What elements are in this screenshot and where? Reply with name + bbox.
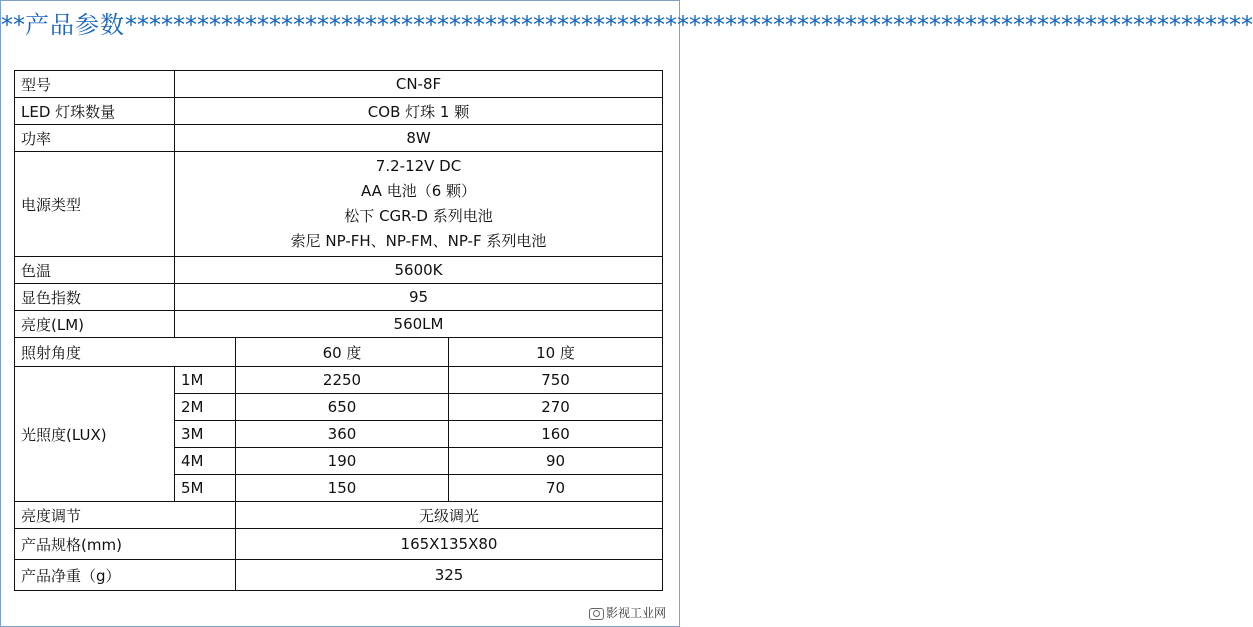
model-label: 型号 [15,71,175,98]
camera-icon [589,608,604,620]
size-value: 165X135X80 [236,529,663,560]
illuminance-value-b: 70 [449,475,663,502]
weight-label: 产品净重（g） [15,560,236,591]
led-value: COB 灯珠 1 颗 [175,98,663,125]
power-source-label: 电源类型 [15,152,175,257]
power-source-value: AA 电池（6 颗） [360,182,477,200]
table-row-illuminance [15,367,663,394]
power-source-value: 索尼 NP-FH、NP-FM、NP-F 系列电池 [290,232,547,250]
illuminance-value-b: 160 [449,421,663,448]
watermark-text: 影视工业网 [605,606,666,620]
header-stars-left: ** [1,11,25,39]
illuminance-distance: 4M [175,448,236,475]
size-label: 产品规格(mm) [15,529,236,560]
illuminance-value-a: 150 [236,475,449,502]
color-temp-value: 5600K [175,257,663,284]
section-title: 产品参数 [25,11,125,39]
power-source-value: 松下 CGR-D 系列电池 [344,207,493,225]
table-row-dimming [15,502,663,529]
illuminance-distance: 1M [175,367,236,394]
power-label: 功率 [15,125,175,152]
table-row-power-source [15,152,663,257]
brightness-value: 560LM [175,311,663,338]
table-row-led [15,98,663,125]
illuminance-value-a: 2250 [236,367,449,394]
header-stars-right: ********************************************************************************************** [125,11,1253,39]
beam-angle-a: 60 度 [236,338,449,367]
power-source-values [175,152,663,257]
table-row-color-temp [15,257,663,284]
table-row-weight [15,560,663,591]
table-row-brightness [15,311,663,338]
table-row-beam-angle [15,338,663,367]
spec-table [14,70,663,591]
cri-value: 95 [175,284,663,311]
brightness-label: 亮度(LM) [15,311,175,338]
illuminance-distance: 3M [175,421,236,448]
section-header [1,7,1253,43]
watermark [589,604,666,621]
color-temp-label: 色温 [15,257,175,284]
illuminance-value-a: 190 [236,448,449,475]
weight-value: 325 [236,560,663,591]
table-row-size [15,529,663,560]
illuminance-value-a: 360 [236,421,449,448]
table-row-power [15,125,663,152]
illuminance-label: 光照度(LUX) [15,367,175,502]
illuminance-value-b: 750 [449,367,663,394]
illuminance-value-b: 270 [449,394,663,421]
cri-label: 显色指数 [15,284,175,311]
dimming-value: 无级调光 [236,502,663,529]
table-row-cri [15,284,663,311]
model-value: CN-8F [175,71,663,98]
led-label: LED 灯珠数量 [15,98,175,125]
beam-angle-b: 10 度 [449,338,663,367]
power-source-value: 7.2-12V DC [375,157,462,175]
table-row-model [15,71,663,98]
beam-angle-label: 照射角度 [15,338,236,367]
illuminance-distance: 2M [175,394,236,421]
illuminance-distance: 5M [175,475,236,502]
power-value: 8W [175,125,663,152]
illuminance-value-b: 90 [449,448,663,475]
illuminance-value-a: 650 [236,394,449,421]
dimming-label: 亮度调节 [15,502,236,529]
